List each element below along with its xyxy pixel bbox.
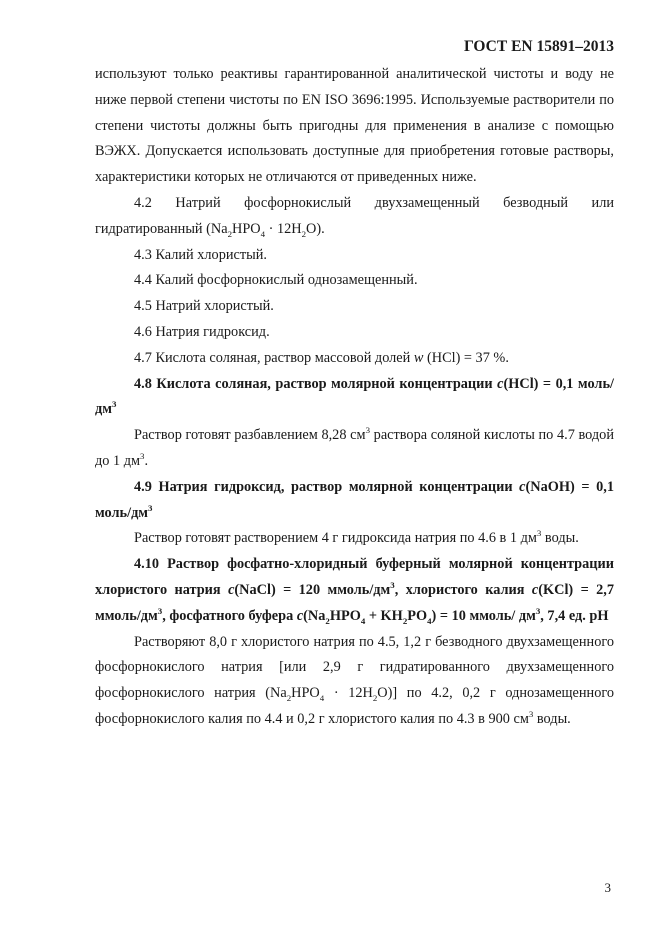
paragraph-4-10: Растворяют 8,0 г хлористого натрия по 4.5, 1,2 г безводного двухзамещенного фосфорнокислого натрия [или 2,9 г гидратированного двухзамещенного фосфорнокислого натрия $(Na_2HPO_4 \cdot 12H_2O)$] по 4.2, 0,2 г однозамещенного фосфорнокислого калия по 4.4 и 0,2 г хлористого калия по 4.3 в 900 $см^3$ воды.	[95, 633, 615, 727]
heading-4-9: 4.9 Натрия гидроксид, раствор молярной концентрации c(NaOH) = 0,1 моль/$дм^3$	[95, 478, 615, 521]
paragraph-4-2: 4.2 Натрий фосфорнокислый двухзамещенный безводный или гидратированный $(Na_2HPO_4 \cdot 12H_2O)$.	[95, 194, 614, 239]
paragraph-4-7: 4.7 Кислота соляная, раствор массовой долей w (HCl) = 37 %.	[134, 349, 509, 366]
heading-4-10: 4.10 Раствор фосфатно-хлоридный буферный молярной концентрации хлористого натрия c(NaCl) = 120 ммоль/$дм^3$, хлористого калия c(KCl) = 2,7 ммоль/$дм^3$, фосфатного буфера $c(Na_2HPO_4 + KH_2PO_4) = 10$ ммоль/ $дм^3$, 7,4 ед. pH	[95, 556, 614, 626]
paragraph-4-9: Раствор готовят растворением 4 г гидроксида натрия по 4.6 в 1 $дм^3$ воды.	[134, 528, 579, 547]
heading-4-8: 4.8 Кислота соляная, раствор молярной концентрации c(HCl) = 0,1 моль/$дм^3$	[95, 375, 614, 418]
document-code: ГОСТ EN 15891–2013	[463, 38, 614, 55]
paragraph-4-3: 4.3 Калий хлористый.	[134, 246, 267, 263]
paragraph-4-8: Раствор готовят разбавлением 8,28 $см^3$ раствора соляной кислоты по 4.7 водой до 1 $дм^3$.	[95, 425, 614, 469]
document-body	[95, 62, 614, 733]
paragraph-4-6: 4.6 Натрия гидроксид.	[134, 323, 270, 340]
paragraph-4-4: 4.4 Калий фосфорнокислый однозамещенный.	[134, 272, 418, 289]
paragraph-intro: используют только реактивы гарантированной аналитической чистоты и воду не ниже первой степени чистоты по EN ISO 3696:1995. Используемые растворители по степени чистоты должны быть пригодны для применения в анализе с помощью ВЭЖХ. Допускается использовать доступные для приобретения готовые растворы, характеристики которых не отличаются от приведенных ниже.	[95, 66, 614, 186]
paragraph-4-5: 4.5 Натрий хлористый.	[134, 298, 274, 315]
page-number: 3	[604, 880, 611, 895]
